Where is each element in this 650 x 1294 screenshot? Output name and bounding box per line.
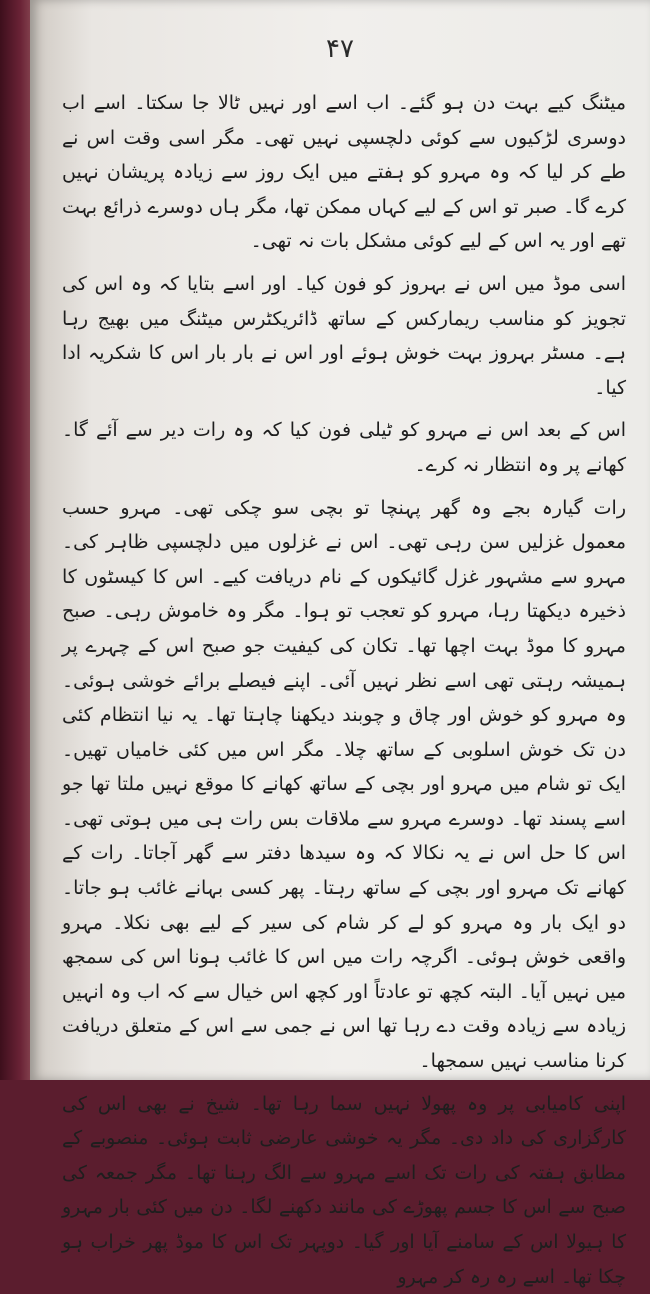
paragraph-3: اس کے بعد اس نے مہرو کو ٹیلی فون کیا کہ وہ رات دیر سے آئے گا۔ کھانے پر وہ انتظار نہ کرے۔	[62, 419, 626, 476]
paragraph-4: رات گیارہ بجے وہ گھر پہنچا تو بچی سو چکی تھی۔ مہرو حسب معمول غزلیں سن رہی تھی۔ اس نے غزلوں میں دلچسپی ظاہر کی۔ مہرو سے مشہور غزل گائیکوں کے نام دریافت کیے۔ اس کا کیسٹوں کا ذخیرہ دیکھتا رہا، مہرو کو تعجب تو ہوا۔ مگر وہ خاموش رہی۔ صبح مہرو کا موڈ بہت اچھا تھا۔ تکان کی کیفیت جو صبح اس کے چہرے پر ہمیشہ رہتی تھی اسے نظر نہیں آئی۔ اپنے فیصلے برائے خوشی ہوئی۔ وہ مہرو کو خوش اور چاق و چوبند دیکھنا چاہتا تھا۔ یہ نیا انتظام کئی دن تک خوش اسلوبی کے ساتھ چلا۔ مگر اس میں کئی خامیاں تھیں۔ ایک تو شام میں مہرو اور بچی کے ساتھ کھانے کا موقع نہیں ملتا تھا جو اسے پسند تھا۔ دوسرے مہرو سے ملاقات بس رات ہی میں ہوتی تھی۔ اس کا حل اس نے یہ نکالا کہ وہ سیدھا دفتر سے گھر آجاتا۔ رات کے کھانے تک مہرو اور بچی کے ساتھ رہتا۔ پھر کسی بہانے غائب ہو جاتا۔ دو ایک بار وہ مہرو کو لے کر شام کی سیر کے لیے بھی نکلا۔ مہرو واقعی خوش ہوئی۔ اگرچہ رات میں اس کا غائب ہونا اس کی سمجھ میں نہیں آیا۔ البتہ کچھ تو عادتاً اور کچھ اس خیال سے کہ اب وہ انہیں زیادہ سے زیادہ وقت دے رہا تھا اس نے جمی سے اس کے متعلق دریافت کرنا مناسب نہیں سمجھا۔	[62, 496, 626, 1073]
page-number: ۴۷	[326, 34, 354, 64]
paragraph-1: میٹنگ کیے بہت دن ہو گئے۔ اب اسے اور نہیں ٹالا جا سکتا۔ اسے اب دوسری لڑکیوں سے کوئی دلچسپی نہیں تھی۔ مگر اسی وقت اس نے طے کر لیا کہ وہ مہرو کو ہفتے میں ایک روز سے زیادہ پریشان نہیں کرے گا۔ صبر تو اس کے لیے کہاں ممکن تھا، مگر ہاں دوسرے ذرائع بہت تھے اور یہ اس کے لیے کوئی مشکل بات نہ تھی۔	[62, 92, 626, 253]
book-spine	[0, 0, 34, 1080]
page-body	[62, 86, 626, 1288]
paragraph-5: اپنی کامیابی پر وہ پھولا نہیں سما رہا تھا۔ شیخ نے بھی اس کی کارگزاری کی داد دی۔ مگر یہ خوشی عارضی ثابت ہوئی۔ منصوبے کے مطابق ہفتہ کی رات تک اسے مہرو سے الگ رہنا تھا۔ مگر جمعہ کی صبح سے اس کا جسم پھوڑے کی مانند دکھنے لگا۔ دن میں کئی بار مہرو کا ہیولا اس کے سامنے آیا اور گیا۔ دوپہر تک اس کا موڈ پھر خراب ہو چکا تھا۔ اسے رہ رہ کر مہرو	[62, 1092, 626, 1288]
book-page	[30, 0, 650, 1288]
paragraph-2: اسی موڈ میں اس نے بہروز کو فون کیا۔ اور اسے بتایا کہ وہ اس کی تجویز کو مناسب ریمارکس کے ساتھ ڈائریکٹرس میٹنگ میں بھیج رہا ہے۔ مسٹر بہروز بہت خوش ہوئے اور اس نے بار بار اس کا شکریہ ادا کیا۔	[62, 272, 626, 399]
